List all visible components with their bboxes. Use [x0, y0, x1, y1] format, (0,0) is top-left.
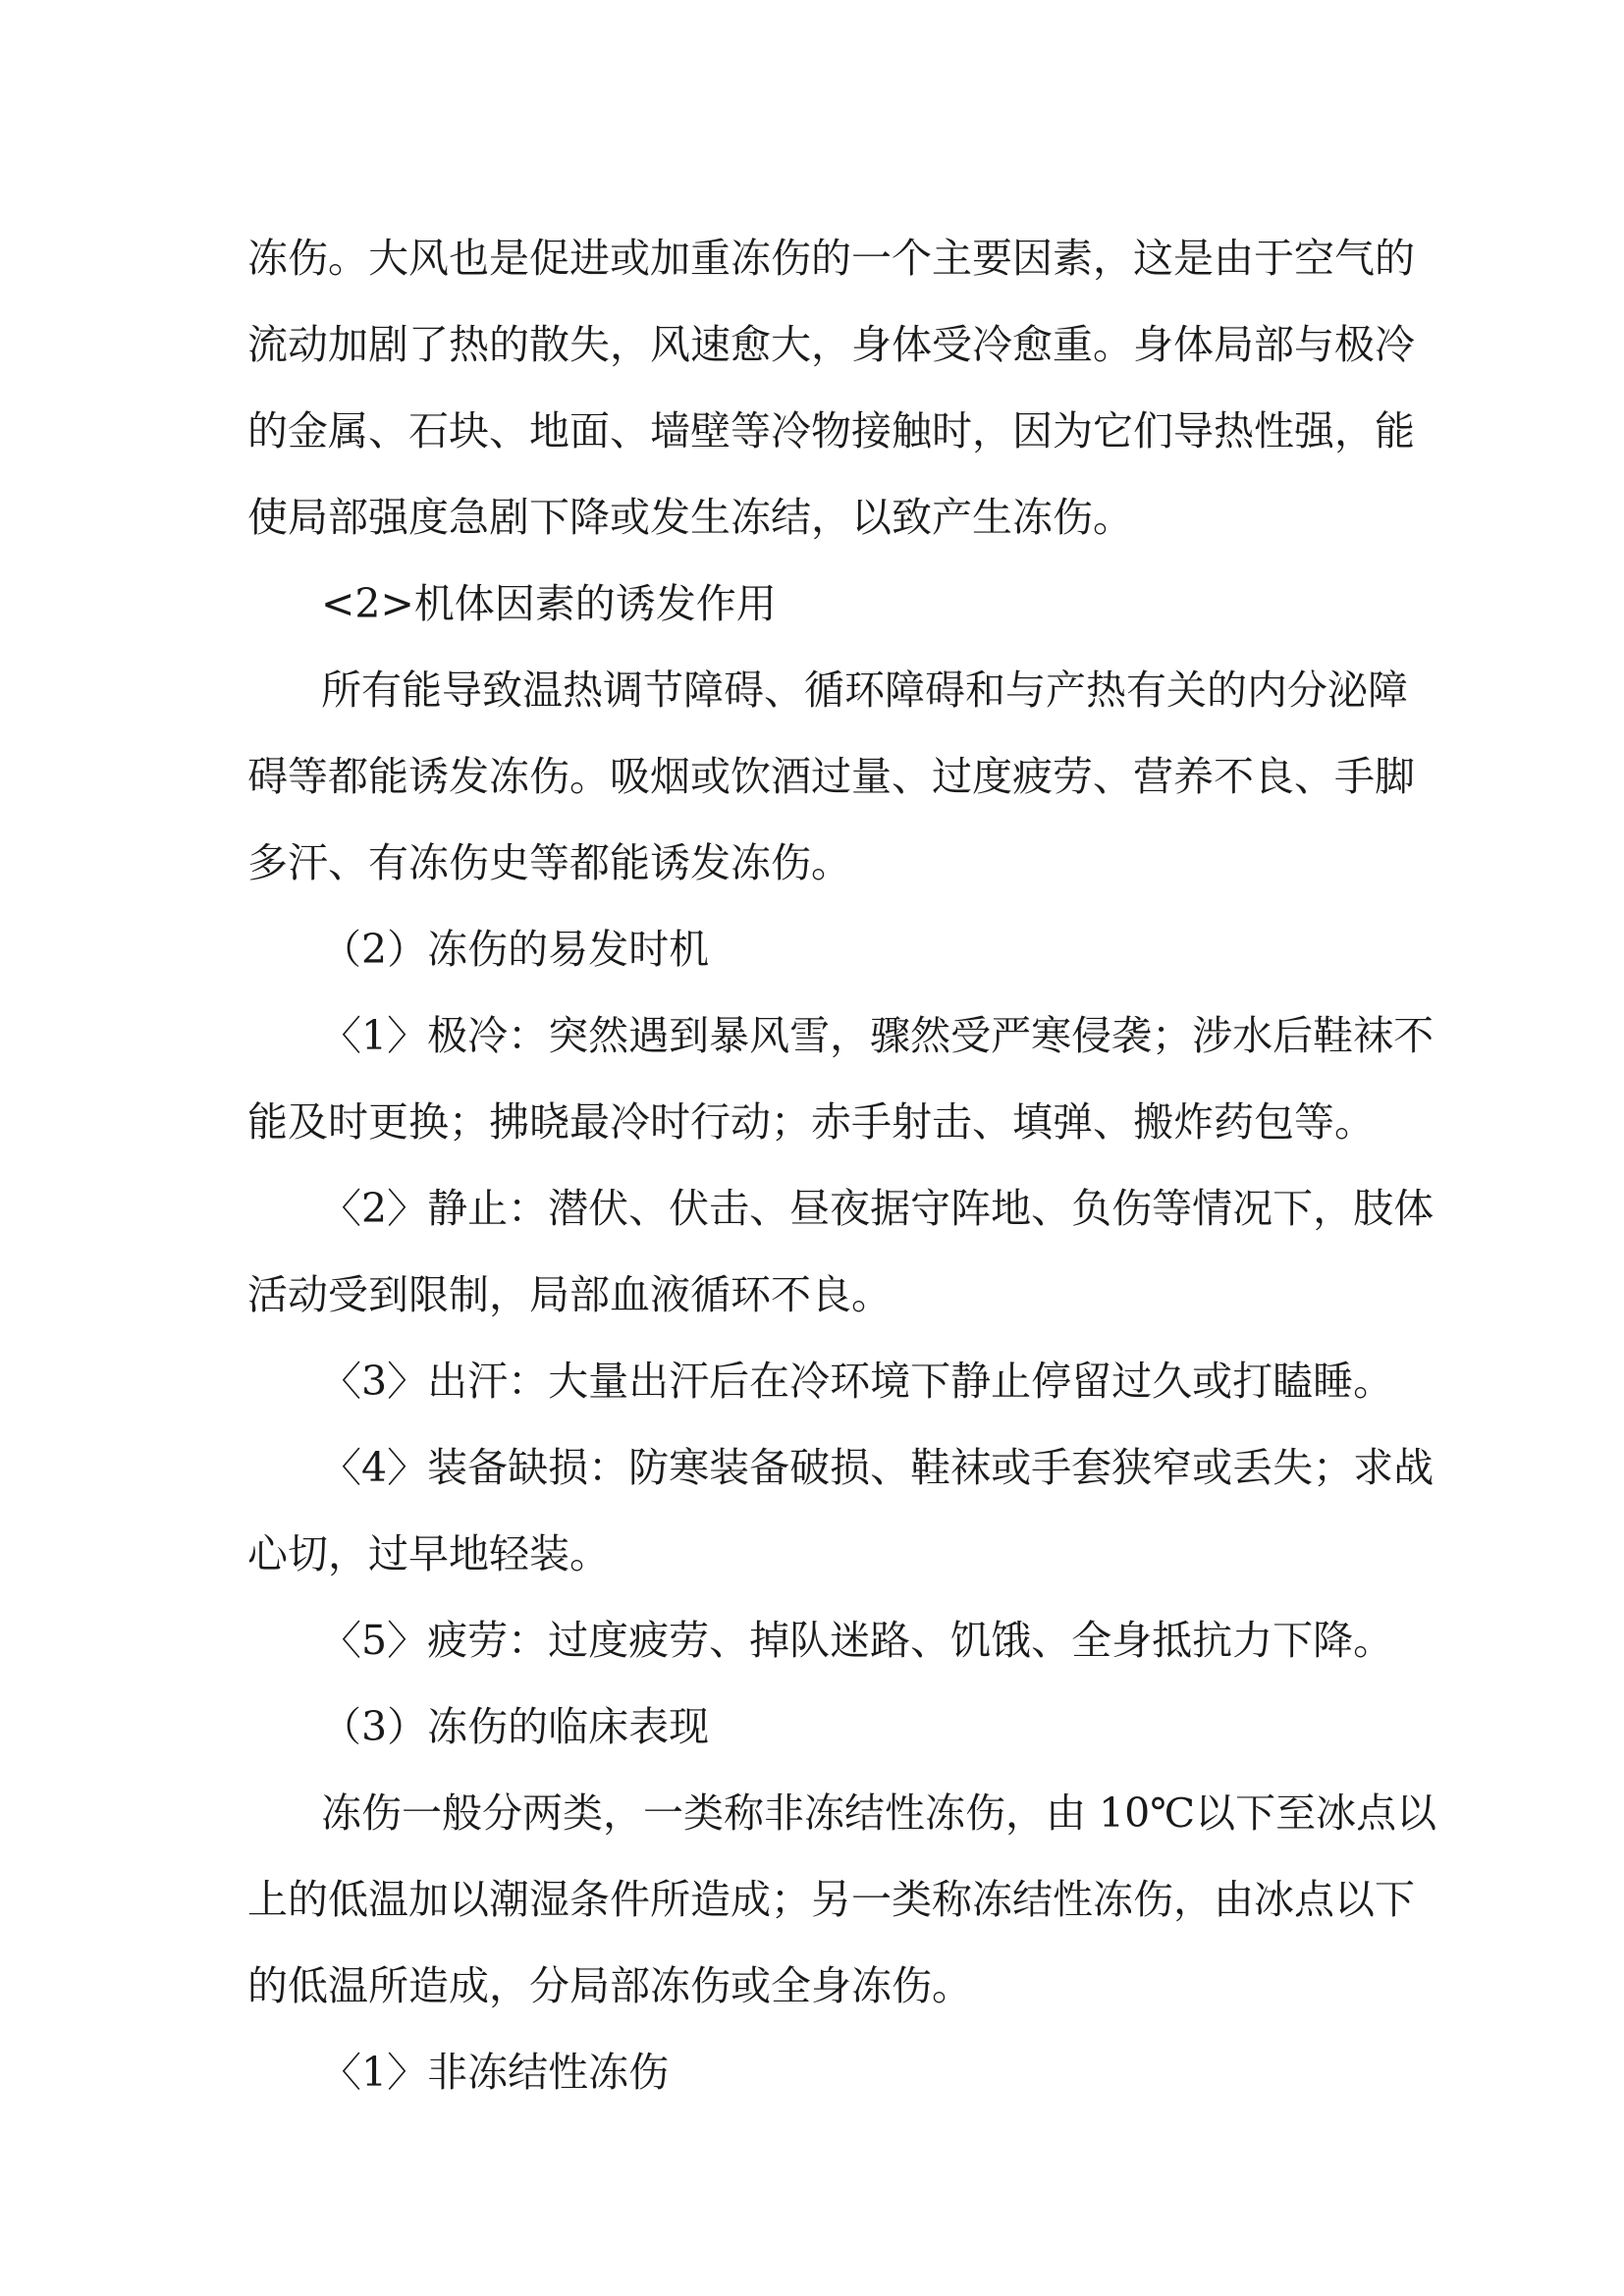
subheading: 〈1〉非冻结性冻伤: [321, 2049, 670, 2096]
list-item: 〈4〉装备缺损：防寒装备破损、鞋袜或手套狭窄或丢失；求战: [321, 1444, 1435, 1491]
paragraph-line: 上的低温加以潮湿条件所造成；另一类称冻结性冻伤，由冰点以下: [247, 1876, 1415, 1923]
paragraph-line: 多汗、有冻伤史等都能诱发冻伤。: [247, 839, 851, 886]
paragraph-line: 使局部强度急剧下降或发生冻结，以致产生冻伤。: [247, 494, 1133, 541]
paragraph-line: 流动加剧了热的散失，风速愈大，身体受冷愈重。身体局部与极冷: [247, 321, 1415, 368]
paragraph-line: 冻伤一般分两类，一类称非冻结性冻伤，由 10℃以下至冰点以: [321, 1789, 1437, 1837]
paragraph-line: 碍等都能诱发冻伤。吸烟或饮酒过量、过度疲劳、营养不良、手脚: [247, 753, 1415, 800]
section-heading: （2）冻伤的易发时机: [321, 926, 710, 973]
section-heading: （3）冻伤的临床表现: [321, 1703, 710, 1750]
subheading: <2>机体因素的诱发作用: [321, 580, 777, 627]
paragraph-line: 活动受到限制，局部血液循环不良。: [247, 1271, 892, 1318]
list-item: 〈2〉静止：潜伏、伏击、昼夜据守阵地、负伤等情况下，肢体: [321, 1185, 1435, 1232]
paragraph-line: 冻伤。大风也是促进或加重冻伤的一个主要因素，这是由于空气的: [247, 235, 1415, 282]
list-item: 〈1〉极冷：突然遇到暴风雪，骤然受严寒侵袭；涉水后鞋袜不: [321, 1012, 1435, 1059]
list-item: 〈3〉出汗：大量出汗后在冷环境下静止停留过久或打瞌睡。: [321, 1358, 1394, 1405]
paragraph-line: 的金属、石块、地面、墙壁等冷物接触时，因为它们导热性强，能: [247, 407, 1415, 454]
list-item: 〈5〉疲劳：过度疲劳、掉队迷路、饥饿、全身抵抗力下降。: [321, 1617, 1394, 1664]
paragraph-line: 所有能导致温热调节障碍、循环障碍和与产热有关的内分泌障: [321, 667, 1408, 714]
paragraph-line: 心切，过早地轻装。: [247, 1530, 610, 1577]
paragraph-line: 能及时更换；拂晓最冷时行动；赤手射击、填弹、搬炸药包等。: [247, 1098, 1375, 1146]
paragraph-line: 的低温所造成，分局部冻伤或全身冻伤。: [247, 1962, 972, 2009]
